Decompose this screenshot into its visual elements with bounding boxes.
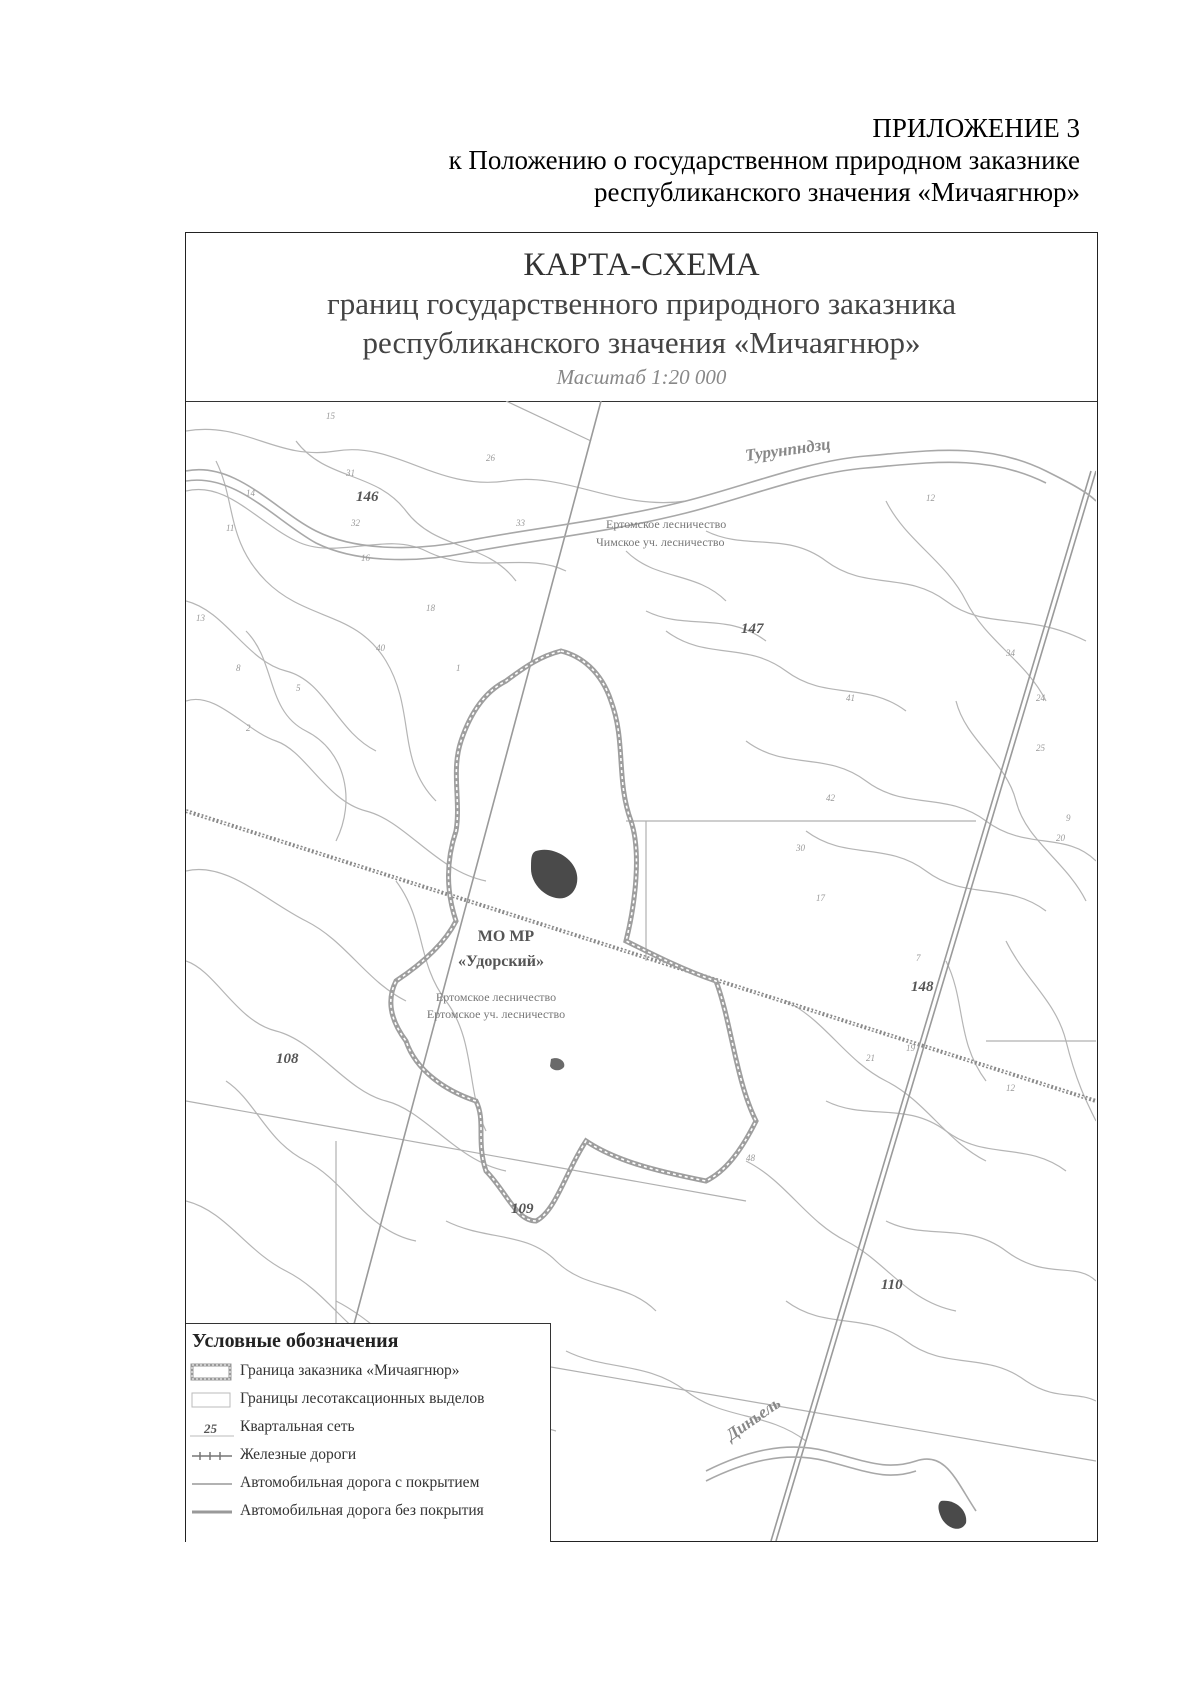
svg-text:15: 15: [326, 411, 335, 421]
legend-item-railway: [190, 1444, 546, 1468]
legend-label-quarter-grid: Квартальная сеть: [240, 1418, 355, 1435]
legend-item-quarter-grid: [190, 1416, 546, 1440]
legend-item-paved-road: [190, 1472, 546, 1496]
quarter-grid-icon: [190, 1418, 234, 1438]
svg-text:12: 12: [926, 493, 935, 503]
map-title-box: [186, 233, 1097, 402]
svg-text:33: 33: [516, 518, 525, 528]
quarter-label-108: 108: [276, 1051, 299, 1067]
river-dinel: [706, 1447, 976, 1511]
appendix-header: [449, 112, 1080, 208]
forest-stand-contours: [186, 429, 1096, 1441]
river-name-dinel: Диньель: [722, 1393, 784, 1445]
svg-text:26: 26: [486, 453, 495, 463]
forestry-south-line2: Ертомское уч. лесничество: [426, 1007, 566, 1021]
svg-text:20: 20: [1056, 833, 1065, 843]
forestry-north-line2: Чимское уч. лесничество: [596, 535, 725, 549]
map-legend: [186, 1323, 551, 1542]
lake-small: [550, 1058, 564, 1070]
legend-label-railway: Железные дороги: [240, 1446, 357, 1463]
legend-item-unpaved-road: [190, 1500, 546, 1524]
stand-boundary-icon: [190, 1390, 234, 1410]
appendix-number: ПРИЛОЖЕНИЕ 3: [872, 113, 1080, 143]
railway-line: [186, 811, 1096, 1101]
reserve-boundary: [391, 651, 756, 1221]
appendix-reserve-name: республиканского значения «Мичаягнюр»: [593, 177, 1080, 207]
quarter-label-146: 146: [356, 489, 379, 505]
svg-text:5: 5: [296, 683, 301, 693]
lake-michayagnyur: [531, 850, 577, 899]
svg-text:40: 40: [376, 643, 385, 653]
svg-text:12: 12: [1006, 1083, 1015, 1093]
quarter-label-110: 110: [881, 1277, 903, 1293]
municipality-label: [458, 928, 544, 970]
svg-text:14: 14: [246, 488, 255, 498]
legend-item-stand-boundary: [190, 1388, 546, 1412]
svg-text:9: 9: [1066, 813, 1071, 823]
svg-text:2: 2: [246, 723, 251, 733]
svg-text:18: 18: [426, 603, 435, 613]
svg-text:30: 30: [796, 843, 805, 853]
paved-road-icon: [190, 1474, 234, 1494]
svg-text:1: 1: [456, 663, 461, 673]
quarter-label-109: 109: [511, 1201, 534, 1217]
svg-text:8: 8: [236, 663, 241, 673]
svg-text:16: 16: [361, 553, 370, 563]
map-subtitle-line2: республиканского значения «Мичаягнюр»: [362, 325, 921, 360]
quarter-number-labels: [276, 489, 934, 1293]
map-frame: [185, 232, 1098, 1542]
forestry-labels-south: [427, 990, 565, 1021]
svg-text:24: 24: [1036, 693, 1045, 703]
railway-icon: [190, 1446, 234, 1466]
svg-text:32: 32: [351, 518, 360, 528]
unpaved-road-icon: [190, 1502, 234, 1522]
svg-text:48: 48: [746, 1153, 755, 1163]
forestry-south-line1: Ертомское лесничество: [435, 990, 557, 1004]
map-scale: Масштаб 1:20 000: [556, 365, 727, 389]
svg-text:21: 21: [866, 1053, 875, 1063]
legend-label-unpaved-road: Автомобильная дорога без покрытия: [240, 1502, 484, 1519]
municipality-line2: «Удорский»: [458, 953, 544, 970]
lake-southeast: [938, 1501, 966, 1529]
svg-text:17: 17: [816, 893, 825, 903]
quarter-label-148: 148: [911, 979, 934, 995]
svg-text:19: 19: [906, 1043, 915, 1053]
svg-text:11: 11: [226, 523, 235, 533]
legend-title: Условные обозначения: [192, 1330, 399, 1352]
svg-text:34: 34: [1006, 648, 1015, 658]
municipality-line1: МО МР: [477, 928, 535, 945]
reserve-boundary-icon: [190, 1362, 234, 1382]
svg-text:25: 25: [1036, 743, 1045, 753]
svg-text:42: 42: [826, 793, 835, 803]
legend-label-paved-road: Автомобильная дорога с покрытием: [240, 1474, 480, 1491]
map-subtitle-line1: границ государственного природного заказника: [326, 286, 956, 321]
svg-text:7: 7: [916, 953, 921, 963]
svg-text:41: 41: [846, 693, 855, 703]
river-name-turunpndzc: Турунпндзц: [743, 434, 832, 465]
quarter-grid-sample: 25: [204, 1421, 217, 1436]
svg-text:13: 13: [196, 613, 205, 623]
legend-label-stand-boundary: Границы лесотаксационных выделов: [240, 1390, 485, 1407]
svg-text:31: 31: [346, 468, 355, 478]
forestry-labels-north: [596, 517, 726, 549]
map-title: КАРТА-СХЕМА: [523, 247, 760, 283]
forestry-north-line1: Ертомское лесничество: [606, 517, 727, 531]
legend-label-reserve-boundary: Граница заказника «Мичаягнюр»: [240, 1362, 460, 1379]
quarter-label-147: 147: [741, 621, 764, 637]
appendix-reference: к Положению о государственном природном заказнике: [448, 145, 1080, 175]
legend-item-reserve-boundary: [190, 1360, 546, 1384]
